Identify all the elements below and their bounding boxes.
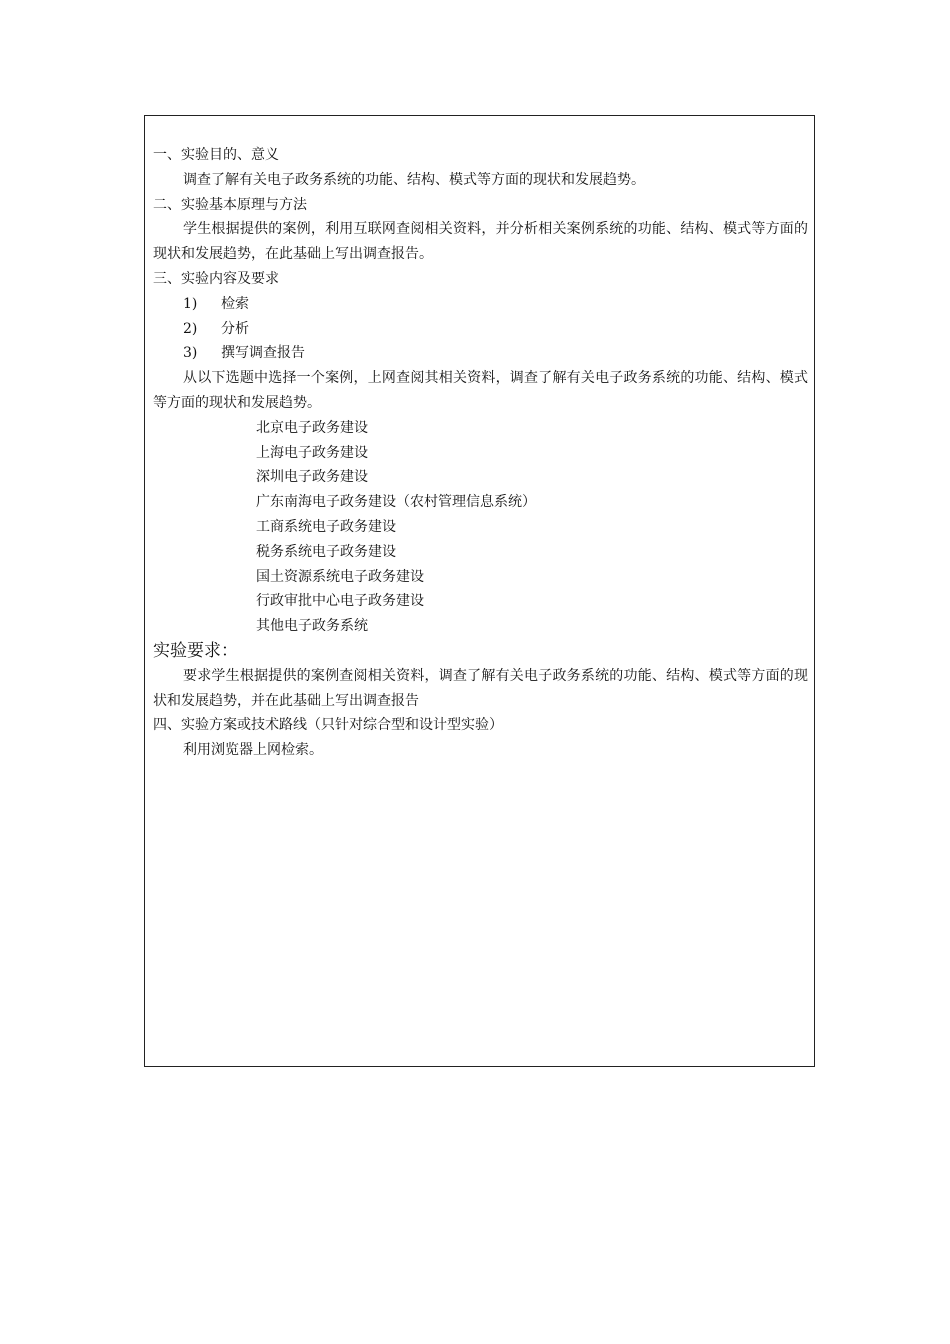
step-label: 检索 [221, 295, 249, 312]
case-list [153, 416, 808, 639]
case-item: 上海电子政务建设 [256, 444, 368, 461]
case-item: 税务系统电子政务建设 [256, 543, 396, 560]
document-content [153, 143, 808, 763]
section-heading-principle: 二、实验基本原理与方法 [153, 196, 307, 213]
form-table-cell [144, 115, 815, 1067]
case-intro: 从以下选题中选择一个案例，上网查阅其相关资料，调查了解有关电子政务系统的功能、结构、模式等方面的现状和发展趋势。 [153, 370, 808, 411]
step-item [153, 292, 808, 317]
step-label: 分析 [221, 320, 249, 337]
step-number: 2) [183, 320, 198, 337]
case-item: 广东南海电子政务建设（农村管理信息系统） [256, 494, 536, 511]
case-item: 工商系统电子政务建设 [256, 518, 396, 535]
step-item [153, 317, 808, 342]
case-item: 深圳电子政务建设 [256, 469, 368, 486]
section-heading-approach: 四、实验方案或技术路线（只针对综合型和设计型实验） [153, 717, 503, 734]
step-item [153, 341, 808, 366]
case-item: 北京电子政务建设 [256, 419, 368, 436]
case-item: 行政审批中心电子政务建设 [256, 593, 424, 610]
section-body-purpose: 调查了解有关电子政务系统的功能、结构、模式等方面的现状和发展趋势。 [183, 171, 645, 188]
section-body-approach: 利用浏览器上网检索。 [183, 742, 323, 759]
case-item: 国土资源系统电子政务建设 [256, 568, 424, 585]
section-heading-purpose: 一、实验目的、意义 [153, 147, 279, 163]
requirements-heading: 实验要求： [153, 640, 238, 661]
case-item: 其他电子政务系统 [256, 618, 368, 635]
step-number: 1) [183, 295, 198, 312]
step-label: 撰写调查报告 [221, 345, 305, 362]
step-number: 3) [183, 345, 198, 362]
section-heading-content: 三、实验内容及要求 [153, 270, 279, 287]
section-body-principle: 学生根据提供的案例，利用互联网查阅相关资料，并分析相关案例系统的功能、结构、模式等方面的现状和发展趋势，在此基础上写出调查报告。 [153, 221, 808, 263]
requirements-body: 要求学生根据提供的案例查阅相关资料，调查了解有关电子政务系统的功能、结构、模式等方面的现状和发展趋势，并在此基础上写出调查报告 [153, 667, 808, 709]
